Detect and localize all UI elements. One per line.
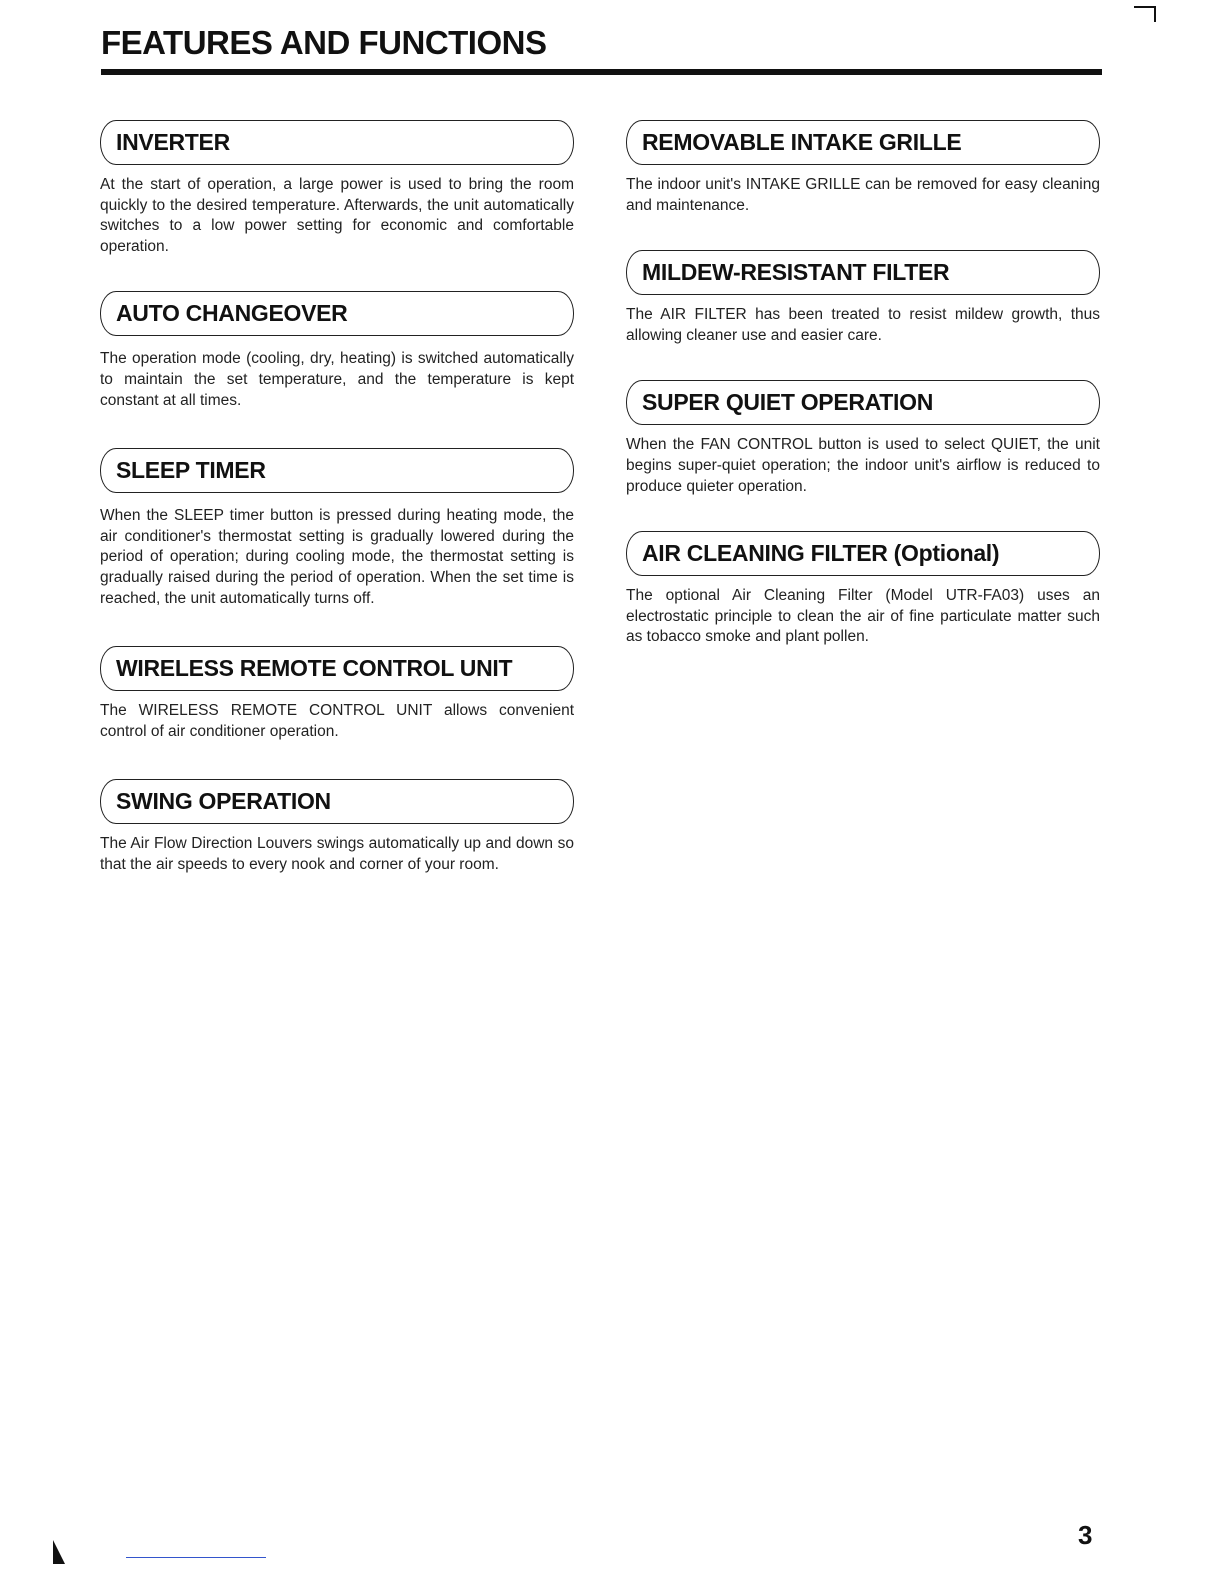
footer-rule <box>126 1557 266 1558</box>
feature-heading-box <box>100 779 574 824</box>
feature-heading-box <box>100 646 574 691</box>
scan-corner-mark <box>1134 6 1156 22</box>
feature-heading: SLEEP TIMER <box>116 457 266 484</box>
feature-description: The optional Air Cleaning Filter (Model UTR-FA03) uses an electrostatic principle to clean the air of fine particulate matter such as tobacco smoke and plant pollen. <box>626 587 1100 646</box>
page-number: 3 <box>1078 1520 1093 1550</box>
feature-description: When the FAN CONTROL button is used to select QUIET, the unit begins super-quiet operation; the indoor unit's airflow is reduced to produce quieter operation. <box>626 436 1100 495</box>
feature-air-cleaning-filter <box>626 531 1100 648</box>
feature-heading: SWING OPERATION <box>116 788 331 815</box>
feature-description: The Air Flow Direction Louvers swings automatically up and down so that the air speeds to every nook and corner of your room. <box>100 835 574 873</box>
scan-corner-mark <box>53 1540 65 1564</box>
feature-heading: REMOVABLE INTAKE GRILLE <box>642 129 962 155</box>
feature-heading-box <box>626 120 1100 165</box>
feature-description: The AIR FILTER has been treated to resist mildew growth, thus allowing cleaner use and easier care. <box>626 306 1100 344</box>
feature-heading-box <box>100 448 574 493</box>
title-rule <box>101 69 1102 75</box>
feature-heading-box <box>626 531 1100 576</box>
feature-heading: AIR CLEANING FILTER (Optional) <box>642 540 1000 567</box>
feature-auto-changeover <box>100 291 574 411</box>
feature-heading: MILDEW-RESISTANT FILTER <box>642 259 950 286</box>
feature-description: When the SLEEP timer button is pressed during heating mode, the air conditioner's thermostat setting is gradually lowered during the period of operation; during cooling mode, the thermostat setting is gradually raised during the period of operation. When the set time is reached, the unit automatically turns off. <box>100 507 574 607</box>
feature-heading-box <box>100 291 574 336</box>
feature-heading-box <box>626 250 1100 295</box>
feature-description: At the start of operation, a large power is used to bring the room quickly to the desired temperature. Afterwards, the unit automatically switches to a low power setting for economic and comfortable operation. <box>100 176 574 255</box>
feature-mildew-resistant-filter <box>626 250 1100 346</box>
feature-swing-operation <box>100 779 574 875</box>
feature-super-quiet-operation <box>626 380 1100 497</box>
feature-heading-box <box>626 380 1100 425</box>
page-title: FEATURES AND FUNCTIONS <box>101 24 547 61</box>
feature-description: The WIRELESS REMOTE CONTROL UNIT allows convenient control of air conditioner operation. <box>100 702 574 740</box>
right-column <box>626 120 1100 648</box>
feature-heading-box <box>100 120 574 165</box>
feature-heading: WIRELESS REMOTE CONTROL UNIT <box>116 655 513 682</box>
feature-inverter <box>100 120 574 257</box>
feature-heading: INVERTER <box>116 129 230 155</box>
feature-description: The indoor unit's INTAKE GRILLE can be removed for easy cleaning and maintenance. <box>626 176 1100 214</box>
feature-sleep-timer <box>100 448 574 609</box>
feature-wireless-remote <box>100 646 574 742</box>
feature-removable-intake-grille <box>626 120 1100 216</box>
left-column <box>100 120 574 876</box>
feature-heading: AUTO CHANGEOVER <box>116 300 348 327</box>
feature-description: The operation mode (cooling, dry, heating) is switched automatically to maintain the set temperature, and the temperature is kept constant at all times. <box>100 350 574 409</box>
feature-heading: SUPER QUIET OPERATION <box>642 389 934 416</box>
